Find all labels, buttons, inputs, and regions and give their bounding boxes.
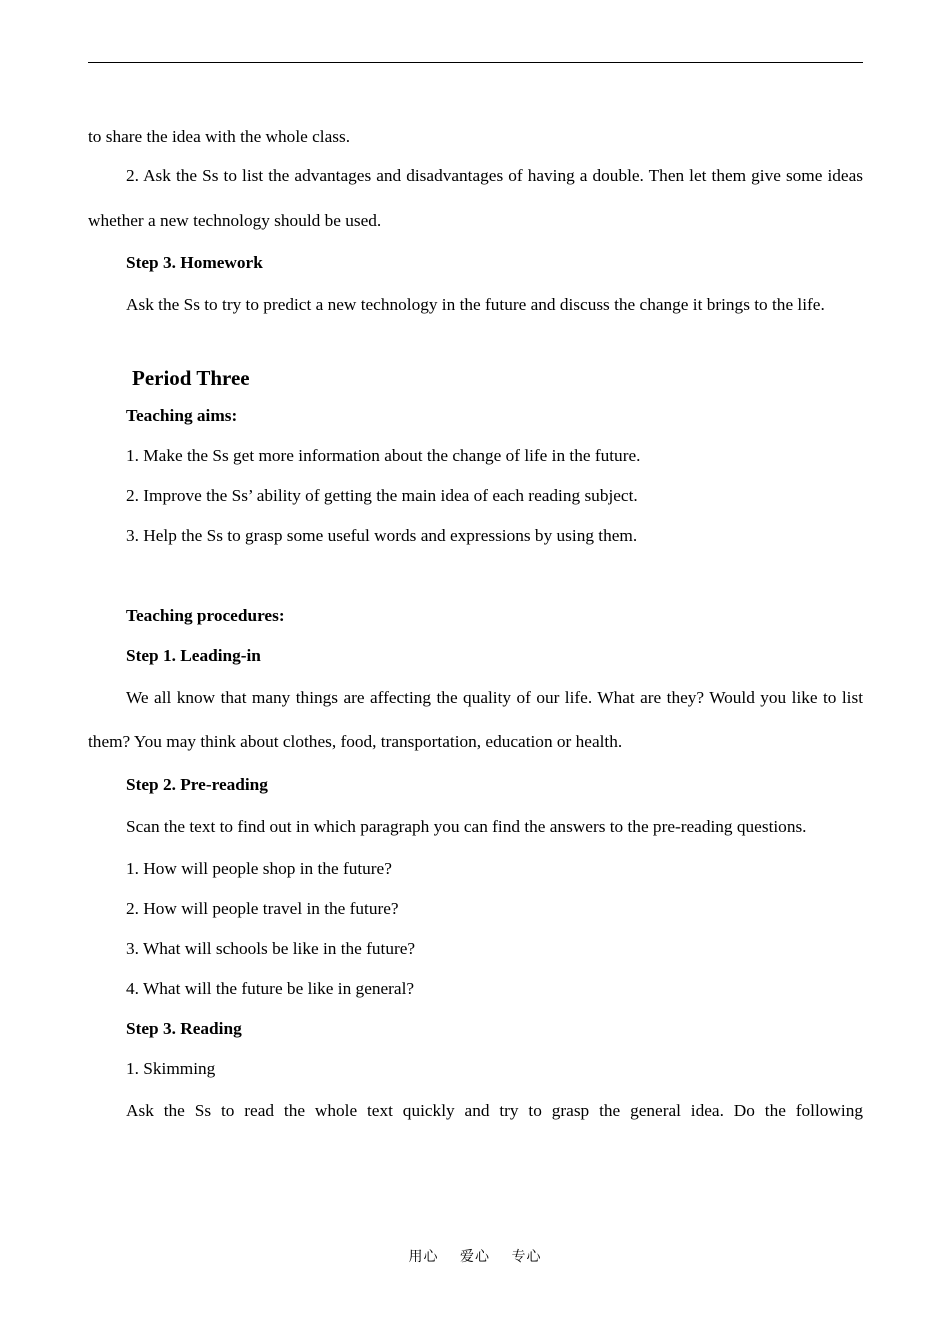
paragraph-skimming: Ask the Ss to read the whole text quickly and try to grasp the general idea. Do the following xyxy=(126,1101,863,1120)
question-item-2: 2. How will people travel in the future? xyxy=(126,899,399,918)
paragraph-leading-in: We all know that many things are affecting the quality of our life. What are they? Would you like to list them? You may think about clothes, food, transportation, education or health. xyxy=(88,687,863,751)
heading-step3-homework: Step 3. Homework xyxy=(126,253,263,272)
footer-word-1: 用心 xyxy=(408,1249,439,1265)
question-item-1: 1. How will people shop in the future? xyxy=(126,859,392,878)
heading-teaching-procedures: Teaching procedures: xyxy=(126,605,285,625)
heading-step1-leading-in: Step 1. Leading-in xyxy=(126,645,261,665)
heading-teaching-aims: Teaching aims: xyxy=(126,405,238,425)
footer-word-2: 爱心 xyxy=(460,1249,490,1265)
question-item-4: 4. What will the future be like in general? xyxy=(126,979,415,998)
spacer xyxy=(88,556,863,596)
paragraph-advantages: 2. Ask the Ss to list the advantages and disadvantages of having a double. Then let them give some ideas whether a new technology should be used. xyxy=(88,166,863,230)
paragraph-pre-reading: Scan the text to find out in which paragraph you can find the answers to the pre-reading questions. xyxy=(126,816,807,836)
heading-step2-pre-reading: Step 2. Pre-reading xyxy=(126,774,268,794)
document-body xyxy=(88,120,863,1134)
footer-word-3: 专心 xyxy=(511,1249,542,1265)
heading-step3-reading: Step 3. Reading xyxy=(126,1019,242,1038)
aim-item-3: 3. Help the Ss to grasp some useful words and expressions by using them. xyxy=(126,525,638,545)
question-item-3: 3. What will schools be like in the future? xyxy=(126,939,416,958)
spacer xyxy=(88,328,863,356)
header-rule xyxy=(88,62,863,63)
aim-item-1: 1. Make the Ss get more information about the change of life in the future. xyxy=(126,445,641,465)
paragraph-continuation: to share the idea with the whole class. xyxy=(88,127,351,146)
aim-item-2: 2. Improve the Ss’ ability of getting the main idea of each reading subject. xyxy=(126,485,638,505)
section-title-period-three: Period Three xyxy=(132,365,250,390)
page-footer xyxy=(0,1246,950,1266)
subheading-skimming: 1. Skimming xyxy=(126,1059,216,1078)
paragraph-homework: Ask the Ss to try to predict a new technology in the future and discuss the change it brings to the life. xyxy=(126,295,825,314)
